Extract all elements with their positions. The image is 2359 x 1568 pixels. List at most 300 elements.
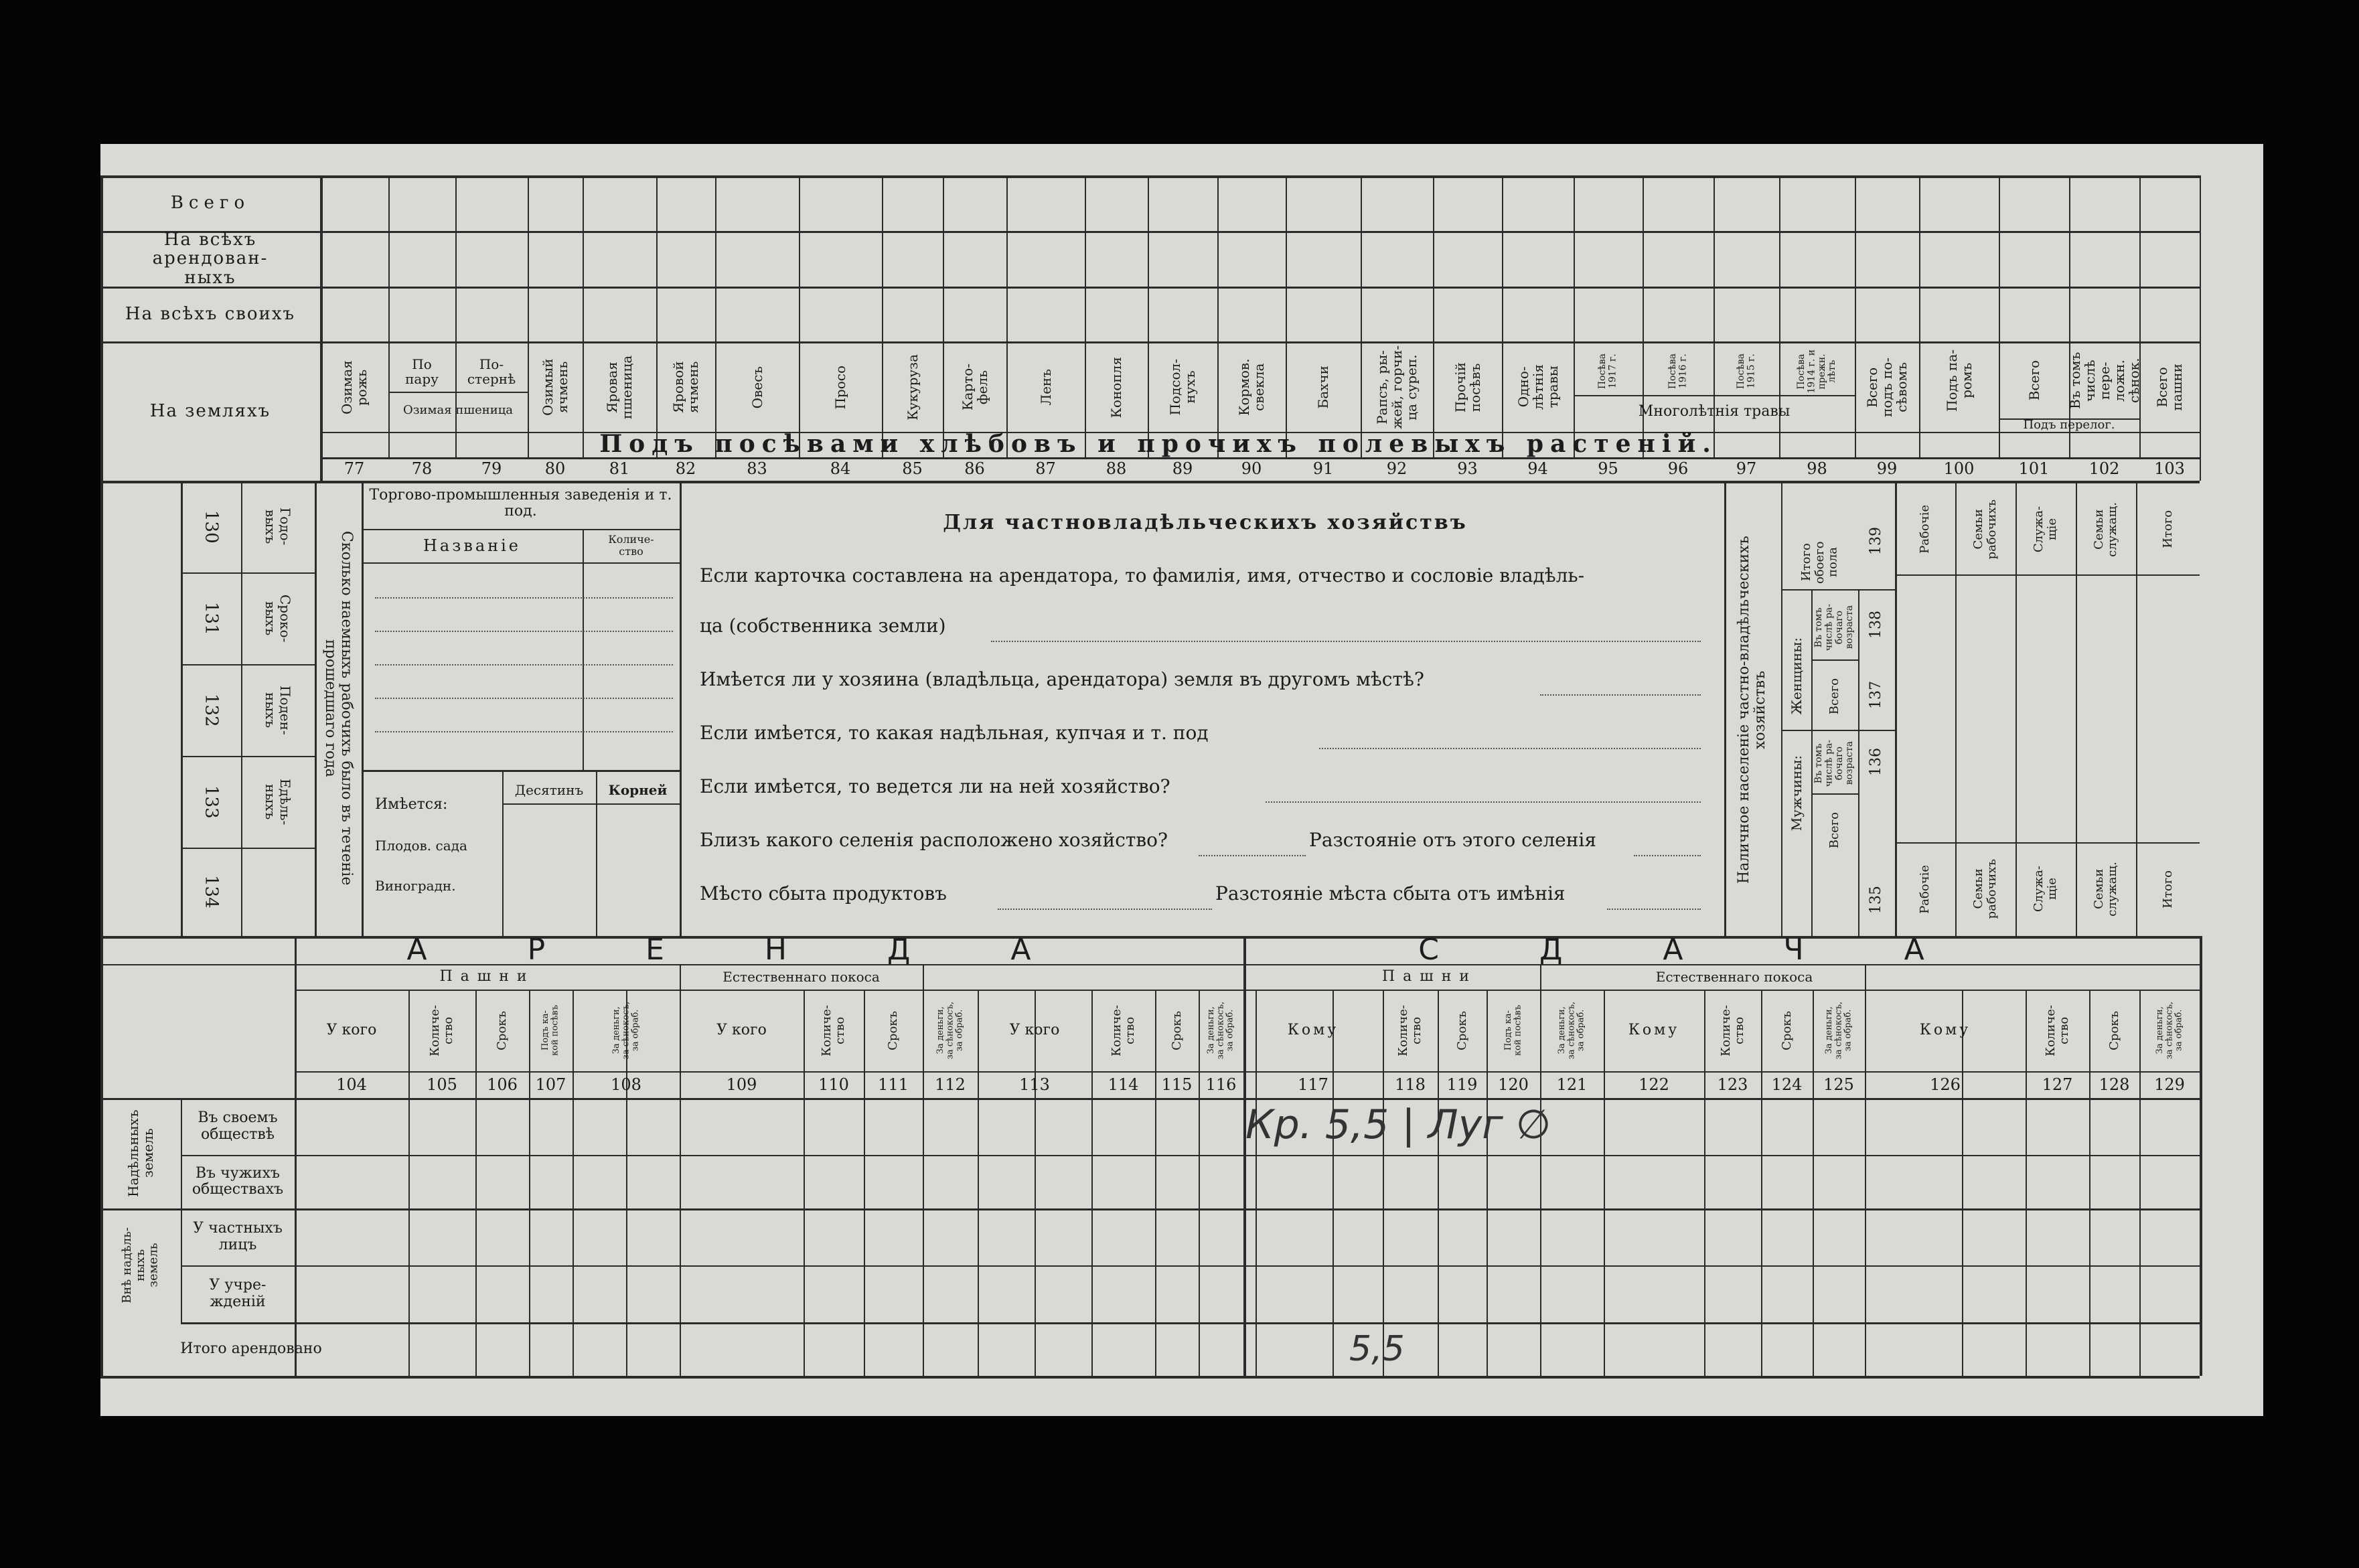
top-col-number-95 (1574, 457, 1643, 481)
top-col-header-85-text: Кукуруза (904, 354, 921, 420)
right-col-header-4 (2136, 484, 2200, 574)
workers-num-131 (181, 572, 241, 664)
pop-num-136 (1858, 730, 1895, 793)
right-col-footer-0-text: Рабочіе (1918, 864, 1932, 914)
top-col-number-85-text: 85 (902, 459, 923, 479)
private-question-0-text: Если карточка составлена на арендатора, то фамилія, имя, отчество и сословіе владѣль- (700, 564, 1585, 586)
top-col-header-82-text: Яровой ячмень (670, 361, 701, 414)
bottom-col-header-126-text: Кому (1919, 1021, 1971, 1038)
bottom-col-header-122-text: Кому (1628, 1021, 1680, 1038)
workers-caption (315, 487, 362, 929)
top-col-header-100-text: Подъ па- ромъ (1943, 349, 1975, 412)
bottom-row-label-1 (181, 1155, 295, 1208)
top-col-header-103 (2141, 345, 2198, 429)
bottom-col-number-111 (864, 1071, 923, 1098)
bottom-col-header-112-text: За деньги, за сѣнокосъ, за обраб. (935, 1001, 965, 1060)
workers-label-133 (241, 756, 315, 848)
women-total-label-text: Всего (1827, 678, 1842, 715)
bottom-col-header-116 (1200, 992, 1242, 1069)
bottom-row-line-2 (181, 1265, 2200, 1267)
top-col-number-93-text: 93 (1457, 459, 1478, 479)
top-table-top-border (100, 175, 2200, 178)
workers-num-132 (181, 664, 241, 756)
bottom-col-header-115-text: Срокъ (1169, 1010, 1184, 1050)
bottom-col-header-120-text: Подъ ка- кой посѣвъ (1503, 1005, 1523, 1056)
top-col-number-82 (656, 457, 715, 481)
right-col-footer-2-text: Служа- щіе (2032, 866, 2059, 913)
pop-num-139 (1858, 492, 1895, 589)
top-row-label-2-text: На всѣхъ своихъ (125, 303, 296, 324)
top-col-number-77-text: 77 (344, 459, 365, 479)
top-col-number-81-text: 81 (609, 459, 630, 479)
right-col-header-4-text: Итого (2160, 510, 2175, 548)
pop-women-inner-split (1811, 659, 1858, 661)
top-col-header-101 (2000, 345, 2068, 416)
bottom-col-number-128-text: 128 (2099, 1075, 2130, 1094)
bottom-col-header-109 (681, 992, 802, 1069)
men-total-label (1811, 803, 1858, 857)
top-col-header-81-text: Яровая пшеница (604, 355, 635, 420)
bottom-col-number-121-text: 121 (1556, 1075, 1588, 1094)
top-col-header-85 (883, 345, 941, 429)
top-col-header-99 (1856, 345, 1918, 429)
top-col-header-87-text: Ленъ (1037, 369, 1054, 406)
right-col-header-2-text: Служа- щіе (2032, 505, 2059, 553)
pop-num-135-text: 135 (1868, 886, 1885, 914)
top-col-number-86 (943, 457, 1006, 481)
top-col-header-95 (1575, 345, 1641, 398)
orchard-label (375, 830, 496, 860)
bottom-col-header-118 (1384, 992, 1436, 1069)
bottom-col-header-113 (979, 992, 1090, 1069)
bottom-col-number-120 (1487, 1071, 1540, 1098)
pop-num-139-text: 139 (1868, 526, 1885, 555)
top-col-header-84 (800, 345, 881, 429)
workers-caption-text: Сколько наемныхъ рабочихъ было въ теченіе прошедшаго года (322, 531, 356, 886)
private-farms-title-text: Для частновладѣльческихъ хозяйствъ (943, 510, 1468, 534)
top-col-header-97-text: Посѣва 1915 г. (1735, 354, 1756, 390)
top-col-header-93-text: Прочій посѣвъ (1452, 362, 1483, 413)
workers-label-132-text: Поден- ныхъ (262, 685, 293, 735)
top-col-rule-0 (320, 175, 323, 481)
trade-dotted-line-2 (375, 663, 673, 665)
top-col-header-90 (1219, 345, 1284, 429)
private-question-5-text: Близъ какого селенія расположено хозяйство? (700, 828, 1168, 851)
bottom-row-label-2 (181, 1208, 295, 1265)
bottom-col-header-126 (1866, 992, 2024, 1069)
top-col-number-77 (320, 457, 388, 481)
pop-num-136-text: 136 (1868, 747, 1885, 776)
bottom-col-header-127 (2027, 992, 2088, 1069)
bottom-col-number-125-text: 125 (1823, 1075, 1854, 1094)
right-col-header-3-text: Семьи служащ. (2092, 501, 2119, 557)
top-col-header-84-text: Просо (832, 365, 848, 410)
desyatin-header (502, 777, 596, 803)
bottom-col-number-116-text: 116 (1205, 1075, 1237, 1094)
answer-dotted-line-0 (991, 639, 1701, 642)
trade-count-header (583, 529, 680, 562)
top-col-header-100 (1920, 345, 1997, 416)
top-col-number-79 (455, 457, 528, 481)
bottom-table-bottom-border (100, 1376, 2200, 1379)
pop-num-135 (1858, 864, 1895, 936)
top-col-header-79 (457, 348, 526, 395)
arenda-pashni (295, 964, 680, 990)
itogo-both-label-text: Итого обоего пола (1799, 541, 1840, 584)
right-col-header-1 (1955, 484, 2015, 574)
vne-nadel-group-label (100, 1208, 181, 1322)
bottom-col-number-113 (978, 1071, 1091, 1098)
bottom-col-number-114 (1091, 1071, 1155, 1098)
top-col-number-81 (583, 457, 656, 481)
top-col-header-82 (658, 345, 714, 429)
orchard-label-text: Плодов. сада (375, 837, 467, 854)
nadel-group-label-text: Надѣльныхъ земель (125, 1109, 156, 1197)
private-question-6-text: Разстояніе отъ этого селенія (1309, 828, 1596, 851)
korney-header-text: Корней (608, 782, 668, 798)
bottom-row-label-0-text: Въ своемъ обществѣ (198, 1109, 278, 1143)
workers-num-133-text: 133 (201, 785, 222, 819)
workers-num-130 (181, 481, 241, 572)
top-col-number-92-text: 92 (1386, 459, 1407, 479)
bottom-col-header-124-text: Срокъ (1779, 1010, 1794, 1050)
bottom-col-header-107 (530, 992, 571, 1069)
bottom-col-rule-30 (2200, 990, 2201, 1376)
top-row-label-0 (107, 175, 313, 231)
bottom-col-number-116 (1199, 1071, 1243, 1098)
bottom-col-header-125 (1814, 992, 1863, 1069)
workers-num-133 (181, 756, 241, 848)
bottom-col-number-123-text: 123 (1717, 1075, 1748, 1094)
bottom-col-number-119-text: 119 (1446, 1075, 1478, 1094)
bottom-col-header-105-text: Количе- ство (428, 1004, 455, 1056)
bottom-col-header-116-text: За деньги, за сѣнокосъ, за обраб. (1206, 1001, 1235, 1060)
top-col-number-88 (1085, 457, 1148, 481)
itogo-both-label (1781, 536, 1858, 589)
answer-dotted-line-6 (1607, 907, 1701, 910)
middle-far-left-border (100, 481, 103, 936)
men-label-text: Мужчины: (1788, 755, 1805, 832)
top-col-header-96-text: Посѣва 1916 г. (1667, 354, 1688, 390)
bottom-col-header-106-text: Срокъ (495, 1010, 510, 1050)
right-col-footer-1-text: Семьи рабочихъ (1971, 859, 1999, 919)
bottom-col-number-126 (1865, 1071, 2026, 1098)
top-col-header-80-text: Озимый ячмень (540, 358, 570, 416)
bottom-col-header-129 (2141, 992, 2198, 1069)
top-col-header-91-text: Бахчи (1315, 366, 1331, 409)
bottom-col-header-111-text: Срокъ (886, 1010, 901, 1050)
top-col-number-83 (715, 457, 799, 481)
top-col-number-87-text: 87 (1035, 459, 1056, 479)
bottom-col-header-111 (865, 992, 921, 1069)
bottom-col-header-128 (2090, 992, 2138, 1069)
women-label-text: Женщины: (1788, 637, 1805, 715)
bottom-row-label-2-text: У частныхъ лицъ (193, 1220, 283, 1253)
top-col-header-89-text: Подсол- нухъ (1167, 359, 1198, 416)
top-col-header-102-text: Въ томъ числѣ пере- ложн. сѣнок. (2066, 351, 2142, 410)
top-col-number-96 (1643, 457, 1714, 481)
pop-num-137 (1858, 659, 1895, 730)
top-col-number-87 (1006, 457, 1085, 481)
bottom-col-number-115-text: 115 (1161, 1075, 1193, 1094)
workers-label-131 (241, 572, 315, 664)
men-working-label-text: Въ томъ числѣ ра- бочаго возраста (1813, 739, 1855, 787)
bottom-col-number-106-text: 106 (487, 1075, 518, 1094)
trade-bottom-line (362, 770, 680, 772)
women-working-label-text: Въ томъ числѣ ра- бочаго возраста (1813, 604, 1855, 651)
workers-label-131-text: Сроко- выхъ (262, 594, 293, 643)
bottom-group-line (295, 990, 2200, 991)
korney-header (596, 777, 680, 803)
private-question-3 (700, 716, 1316, 750)
top-col-number-91 (1286, 457, 1361, 481)
top-col-number-99-text: 99 (1876, 459, 1898, 479)
bottom-col-number-108-text: 108 (611, 1075, 641, 1094)
arenda-pokos-text: Естественнаго покоса (722, 969, 880, 985)
top-col-number-88-text: 88 (1106, 459, 1127, 479)
women-total-label (1811, 670, 1858, 723)
bottom-col-header-121 (1541, 992, 1602, 1069)
bottom-row-line-3 (181, 1322, 2200, 1324)
private-question-2 (700, 663, 1537, 696)
private-question-4 (700, 770, 1262, 803)
trade-title-text: Торгово-промышленныя заведенія и т. под. (369, 486, 672, 520)
perennial-grass-label-text: Многолѣтнія травы (1638, 402, 1791, 420)
workers-label-130 (241, 481, 315, 572)
top-row-divider-2 (100, 287, 2200, 289)
private-question-8 (1215, 877, 1604, 911)
desyatin-header-text: Десятинъ (514, 782, 584, 798)
bottom-col-number-113-text: 113 (1019, 1075, 1050, 1094)
top-col-number-101-text: 101 (2018, 459, 2050, 479)
vineyard-label-text: Виноградн. (375, 877, 456, 894)
sdacha-pokos-text: Естественнаго покоса (1655, 969, 1813, 985)
top-col-header-97 (1715, 345, 1778, 398)
bottom-col-number-129-text: 129 (2154, 1075, 2185, 1094)
top-row-label-3 (107, 341, 313, 481)
bottom-col-number-124 (1761, 1071, 1813, 1098)
sdacha-pokos (1604, 964, 1865, 990)
population-caption-text: Наличное населеніе частно-владѣльческихъ хозяйствъ (1736, 536, 1769, 884)
top-col-number-91-text: 91 (1312, 459, 1334, 479)
top-col-number-85 (882, 457, 943, 481)
bottom-col-header-110-text: Количе- ство (820, 1004, 847, 1056)
top-col-header-83 (716, 345, 797, 429)
perennial-grass-label (1574, 395, 1855, 428)
answer-dotted-line-4 (1199, 854, 1306, 856)
bottom-col-number-106 (475, 1071, 529, 1098)
ozimaya-pshenitsa-label (388, 392, 528, 428)
itogo-arendovano-label-text: Итого арендовано (180, 1340, 322, 1357)
bottom-col-header-129-text: За деньги, за сѣнокосъ, за обраб. (2154, 1001, 2184, 1060)
top-col-header-83-text: Овесъ (749, 366, 765, 409)
bottom-col-header-128-text: Срокъ (2107, 1010, 2121, 1050)
vne-nadel-group-label-text: Внѣ надѣль- ныхъ земель (120, 1227, 161, 1304)
workers-label-132 (241, 664, 315, 756)
top-col-header-91 (1287, 345, 1359, 429)
bottom-col-number-122 (1604, 1071, 1704, 1098)
bottom-col-number-118-text: 118 (1395, 1075, 1426, 1094)
answer-dotted-line-3 (1266, 800, 1701, 803)
top-col-number-78 (388, 457, 455, 481)
men-working-label (1811, 733, 1858, 793)
bottom-col-number-111-text: 111 (878, 1075, 909, 1094)
bottom-col-number-107 (529, 1071, 573, 1098)
top-col-number-94 (1502, 457, 1574, 481)
pop-num-137-text: 137 (1868, 680, 1885, 709)
private-question-5 (700, 824, 1195, 857)
bottom-col-header-105 (410, 992, 474, 1069)
right-col-header-3 (2076, 484, 2136, 574)
private-question-7 (700, 877, 994, 911)
handwritten-entry-row1: Кр. 5,5 | Луг ∅ (1245, 1101, 1551, 1148)
top-col-number-86-text: 86 (964, 459, 985, 479)
top-col-number-97-text: 97 (1736, 459, 1757, 479)
top-col-number-82-text: 82 (675, 459, 696, 479)
private-question-1 (700, 609, 988, 643)
right-col-footer-4 (2136, 845, 2200, 933)
workers-num-130-text: 130 (201, 509, 222, 544)
top-row-label-3-text: На земляхъ (149, 400, 271, 421)
bottom-col-header-117-text: Кому (1287, 1021, 1339, 1038)
bottom-col-number-114-text: 114 (1108, 1075, 1139, 1094)
answer-dotted-line-7 (1634, 854, 1701, 856)
workers-label-133-text: Едѣль- ныхъ (262, 778, 293, 826)
bottom-col-header-123 (1705, 992, 1760, 1069)
top-col-number-90-text: 90 (1241, 459, 1262, 479)
bottom-row-label-0 (181, 1098, 295, 1155)
right-col-footer-0 (1895, 845, 1955, 933)
top-col-header-87 (1008, 345, 1083, 429)
top-row-divider-3 (100, 341, 2200, 343)
bottom-col-number-126-text: 126 (1930, 1075, 1961, 1094)
top-col-header-81 (584, 345, 655, 429)
bottom-col-header-104 (296, 992, 407, 1069)
bottom-col-number-124-text: 124 (1771, 1075, 1803, 1094)
bottom-col-number-125 (1813, 1071, 1865, 1098)
top-col-header-77 (321, 345, 387, 429)
bottom-col-number-105 (408, 1071, 475, 1098)
private-question-6 (1309, 824, 1630, 857)
top-col-number-98-text: 98 (1807, 459, 1827, 479)
private-question-3-text: Если имѣется, то какая надѣльная, купчая и т. под (700, 721, 1209, 744)
top-row-label-0-text: Всего (170, 193, 250, 214)
men-total-label-text: Всего (1827, 811, 1842, 849)
top-col-header-98-text: Посѣва 1914 г. и прежн. лѣтъ (1795, 349, 1837, 394)
trade-name-header-text: Названіе (423, 536, 522, 555)
handwritten-total: 5,5 (1349, 1329, 1405, 1369)
trade-name-header (362, 529, 583, 562)
top-col-header-96 (1644, 345, 1712, 398)
top-col-number-93 (1433, 457, 1502, 481)
trade-dotted-line-3 (375, 696, 673, 699)
bottom-row-label-3-text: У учре- жденій (209, 1277, 267, 1310)
bottom-col-number-112 (923, 1071, 978, 1098)
bottom-col-header-117 (1245, 992, 1381, 1069)
bottom-row-line-0 (181, 1155, 2200, 1156)
bottom-col-number-120-text: 120 (1498, 1075, 1529, 1094)
bottom-row-line-1 (100, 1208, 2200, 1210)
bottom-col-header-108-text: За деньги, за сѣнокосъ, за обраб. (611, 1001, 641, 1060)
bottom-col-number-117 (1243, 1071, 1383, 1098)
private-question-4-text: Если имѣется, то ведется ли на ней хозяйство? (700, 775, 1170, 797)
right-col-footer-4-text: Итого (2160, 870, 2175, 909)
bottom-col-header-120 (1488, 992, 1539, 1069)
top-col-header-78 (390, 348, 454, 395)
workers-num-131-text: 131 (201, 601, 222, 635)
bottom-col-header-112 (924, 992, 976, 1069)
bottom-col-header-121-text: За деньги, за сѣнокосъ, за обраб. (1557, 1001, 1586, 1060)
bottom-col-header-106 (477, 992, 528, 1069)
bottom-col-header-114-text: Количе- ство (1109, 1004, 1137, 1056)
bottom-row-label-1-text: Въ чужихъ обществахъ (192, 1164, 284, 1198)
arenda-title-text: АРЕНДА (406, 932, 1132, 967)
top-col-number-98 (1779, 457, 1855, 481)
ozimaya-pshenitsa-label-text: Озимая пшеница (402, 402, 514, 417)
trade-count-header-text: Количе- ство (608, 533, 654, 558)
right-col-header-2 (2015, 484, 2076, 574)
bottom-col-number-112-text: 112 (935, 1075, 966, 1094)
bottom-col-header-110 (805, 992, 862, 1069)
workers-num-134 (181, 848, 241, 936)
top-col-number-100 (1919, 457, 1999, 481)
top-col-header-95-text: Посѣва 1917 г. (1597, 354, 1618, 390)
bottom-col-number-110-text: 110 (818, 1075, 849, 1094)
right-col-footer-3 (2076, 845, 2136, 933)
has-label-text: Имѣется: (375, 796, 448, 813)
top-col-number-96-text: 96 (1667, 459, 1689, 479)
bottom-col-number-117-text: 117 (1298, 1075, 1328, 1094)
sdacha-pashni-text: Пашни (1381, 967, 1478, 985)
women-label (1781, 626, 1811, 726)
right-col-footer-1 (1955, 845, 2015, 933)
pop-men-inner-split (1811, 793, 1858, 795)
top-col-header-77-text: Озимая рожь (339, 360, 370, 414)
top-col-header-78-text: По пару (405, 356, 439, 387)
top-col-header-92 (1362, 345, 1432, 429)
bottom-col-number-105-text: 105 (427, 1075, 457, 1094)
orchard-header-line (502, 803, 680, 805)
right-col-header-line (1895, 574, 2200, 576)
right-col-footer-line (1895, 842, 2200, 844)
top-col-header-103-text: Всего пашни (2154, 364, 2185, 411)
top-col-number-89-text: 89 (1172, 459, 1193, 479)
right-col-footer-3-text: Семьи служащ. (2092, 862, 2119, 917)
top-row-label-2 (107, 287, 313, 341)
bottom-col-number-127 (2026, 1071, 2089, 1098)
top-col-number-102-text: 102 (2088, 459, 2120, 479)
bottom-col-header-108 (574, 992, 678, 1069)
top-col-number-83-text: 83 (747, 459, 767, 479)
top-col-number-92 (1361, 457, 1433, 481)
sdacha-title-text: СДАЧА (1418, 932, 2025, 967)
top-col-header-94-text: Одно- лѣтнія травы (1515, 364, 1561, 410)
bottom-col-header-115 (1156, 992, 1197, 1069)
private-question-2-text: Имѣется ли у хозяина (владѣльца, арендатора) земля въ другомъ мѣстѣ? (700, 668, 1424, 690)
top-col-number-79-text: 79 (481, 459, 502, 479)
answer-dotted-line-2 (1319, 747, 1701, 749)
bottom-col-header-123-text: Количе- ство (1718, 1004, 1746, 1056)
bottom-col-header-124 (1762, 992, 1811, 1069)
arenda-pokos (680, 964, 923, 990)
sdacha-pashni (1255, 964, 1604, 990)
answer-dotted-line-5 (998, 907, 1212, 910)
bottom-col-header-122 (1605, 992, 1703, 1069)
top-col-number-99 (1855, 457, 1919, 481)
answer-dotted-line-1 (1540, 693, 1701, 696)
bottom-col-number-122-text: 122 (1639, 1075, 1669, 1094)
top-col-number-80-text: 80 (544, 459, 566, 479)
